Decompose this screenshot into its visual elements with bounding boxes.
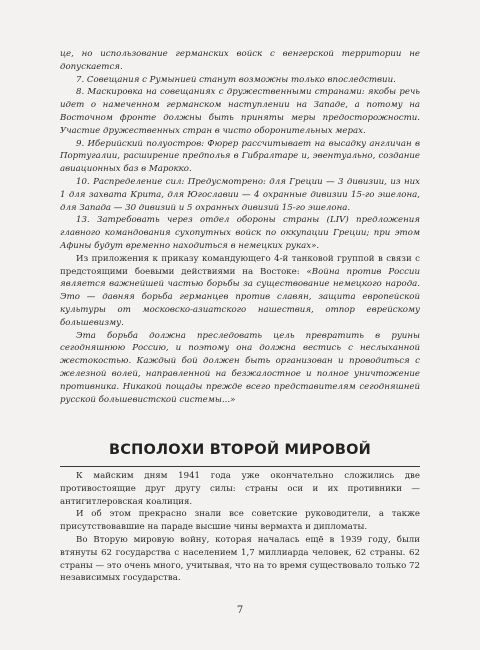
paragraph-item-9: 9. Иберийский полуостров: Фюрер рассчитывает на высадку англичан в Португалии, расширение предполья в Гибралтаре и, эвентуально, создание авиационных баз в Марокко. — [60, 138, 420, 175]
section-paragraph-1: К майским дням 1941 года уже окончательно сложились две противостоящие друг другу силы: страны оси и их противники — антигитлеровская коалиция. — [60, 471, 420, 507]
section-title: ВСПОЛОХИ ВТОРОЙ МИРОВОЙ — [109, 442, 371, 458]
paragraph-item-7: 7. Совещания с Румынией станут возможны только впоследствии. — [76, 74, 396, 85]
quote-paragraph — [60, 253, 420, 330]
quote-continued: Эта борьба должна преследовать цель превратить в руины сегодняшнюю Россию, и поэтому она должна вестись с неслыханной жестокостью. Каждый бой должен быть организован и проводиться с железной волей, направленной на безжалостное и полное уничтожение противника. Никакой пощады прежде всего представителям сегодняшней русской большевистской системы...» — [60, 330, 420, 405]
quote-intro: Из приложения к приказу командующего 4-й танковой группой в связи с предстоящими боевыми действиями на Востоке: — [60, 253, 420, 277]
upper-text-block — [60, 48, 420, 406]
quote-italic: «Война против России является важнейшей частью борьбы за существование немецкого народа. Это — давняя борьба германцев против славян, защита европейской культуры от московско-азиатского нашествия, отпор еврейскому большевизму. — [60, 266, 421, 328]
section-divider — [60, 466, 420, 467]
section-body — [60, 470, 420, 585]
paragraph-item-8: 8. Маскировка на совещаниях с дружественными странами: якобы речь идет о намеченном германском наступлении на Западе, а потому на Восточном фронте должны быть приняты меры предосторожности. Участие дружественных стран в чисто оборонительных мерах. — [60, 87, 420, 136]
paragraph-item-10: 10. Распределение сил: Предусмотрено: для Греции — 3 дивизии, из них 1 для захвата Крита, для Югославии — 4 охранные дивизии 15-го эшелона, для Запада — 30 дивизий и 5 охранных дивизий 15-го эшелона. — [60, 176, 420, 213]
page-number: 7 — [236, 605, 244, 616]
section-paragraph-3: Во Вторую мировую войну, которая началась ещё в 1939 году, были втянуты 62 государства с населением 1,7 миллиарда человек, 62 страны. 62 страны — это очень много, учитывая, что на то время существовало только 72 независимых государства. — [60, 534, 420, 584]
section-paragraph-2: И об этом прекрасно знали все советские руководители, а также присутствовавшие на параде высшие чины вермахта и дипломаты. — [60, 509, 420, 533]
paragraph-continuation: це, но использование германских войск с венгерской территории не допускается. — [60, 49, 420, 72]
paragraph-item-13: 13. Затребовать через отдел обороны страны (LIV) предложения главного командования сухопутных войск по оккупации Греции; при этом Афины будут временно находиться в немецких руках». — [60, 215, 420, 251]
